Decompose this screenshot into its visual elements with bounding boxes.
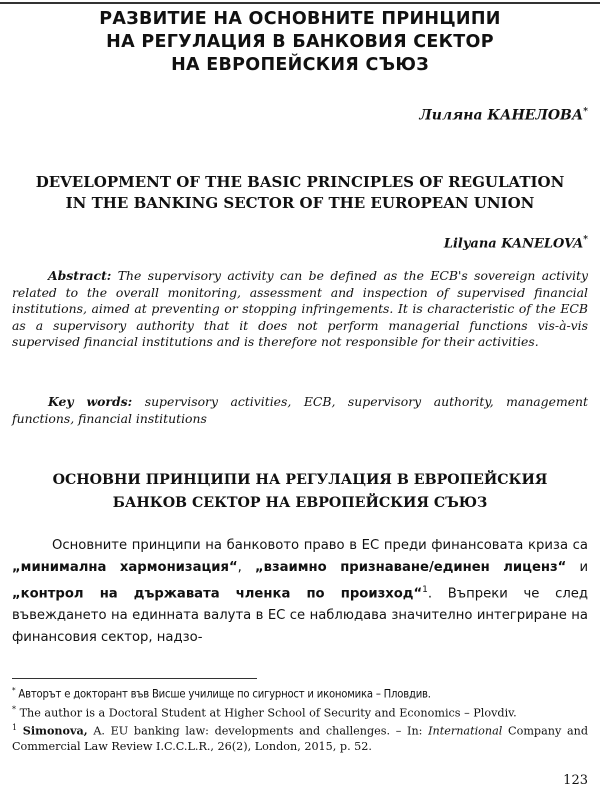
body-text-segment: Основните принципи на банковото право в ЕС преди финансовата криза са — [52, 538, 588, 553]
title-bulgarian-line: НА ЕВРОПЕЙСКИЯ СЪЮЗ — [171, 55, 429, 75]
keywords-text: supervisory activities, ECB, supervisory authority, management functions, financial institutions — [12, 394, 588, 426]
title-bulgarian-line: НА РЕГУЛАЦИЯ В БАНКОВИЯ СЕКТОР — [106, 32, 494, 52]
footnote-reference: 1 — [422, 585, 428, 595]
section-heading-line: БАНКОВ СЕКТОР НА ЕВРОПЕЙСКИЯ СЪЮЗ — [112, 495, 488, 511]
title-english-line: DEVELOPMENT OF THE BASIC PRINCIPLES OF REGULATION — [35, 173, 565, 191]
page-number: 123 — [563, 773, 588, 788]
footnote-separator — [12, 678, 257, 679]
body-bold-term: „минимална хармонизация“ — [12, 560, 238, 575]
footnote-journal: International — [428, 725, 503, 739]
footnote-mark: 1 — [12, 723, 18, 733]
author-bulgarian — [419, 107, 588, 124]
footnote-text: Авторът е докторант във Висше училище по сигурност и икономика – Пловдив. — [18, 687, 431, 701]
title-english-line: IN THE BANKING SECTOR OF THE EUROPEAN UNION — [65, 194, 535, 212]
section-heading-line: ОСНОВНИ ПРИНЦИПИ НА РЕГУЛАЦИЯ В ЕВРОПЕЙСКИЯ — [52, 472, 548, 488]
footnote-mark: * — [12, 704, 16, 714]
abstract-text: The supervisory activity can be defined as the ECB's sovereign activity related to the overall monitoring, assessment and inspection of supervised financial institutions, aimed at preventing or stopping infringements. It is characteristic of the ECB as a supervisory authority that it does not perform managerial functions vis-à-vis supervised financial institutions and is therefore not responsible for their activities. — [12, 268, 588, 349]
body-bold-term: „взаимно признаване/единен лиценз“ — [254, 560, 567, 575]
title-bulgarian-line: РАЗВИТИЕ НА ОСНОВНИТЕ ПРИНЦИПИ — [99, 9, 501, 29]
body-text-segment: и — [566, 560, 589, 575]
footnote-1 — [12, 720, 588, 754]
footnote-text: The author is a Doctoral Student at Higher School of Security and Economics – Plovdiv. — [19, 706, 517, 720]
body-text-segment: , — [237, 560, 255, 575]
footnote-author-bulgarian — [12, 683, 588, 702]
body-bold-term: „контрол на държавата членка по произход“ — [12, 586, 423, 602]
footnote-cited-author: Simonova, — [22, 724, 88, 739]
footnote-mark: * — [12, 686, 16, 695]
section-heading — [0, 469, 600, 515]
abstract-label: Abstract: — [48, 268, 112, 283]
top-rule — [0, 2, 600, 4]
footnote-author-english — [12, 702, 588, 721]
abstract — [12, 268, 588, 351]
footnote-text: A. EU banking law: developments and challenges. – In: — [87, 725, 429, 739]
author-english-name: Lilyana KANELOVA — [443, 236, 584, 252]
author-bulgarian-name: Лиляна КАНЕЛОВА — [419, 107, 584, 124]
footnotes — [12, 683, 588, 754]
author-footnote-mark: * — [583, 107, 588, 117]
author-english — [444, 235, 588, 251]
body-paragraph — [12, 535, 588, 649]
keywords — [12, 394, 588, 427]
author-footnote-mark: * — [583, 235, 588, 245]
title-bulgarian — [0, 8, 600, 77]
body-text-segment: . Въпреки че след въвеждането на единната валута в ЕС се наблюдава значително интегриране на финансовия сектор, надзо- — [12, 586, 588, 646]
keywords-label: Key words: — [48, 394, 133, 409]
footnote-text: Company and Commercial Law Review I.C.C.L.R., 26(2), London, 2015, p. 52. — [12, 725, 588, 754]
title-english — [0, 172, 600, 214]
